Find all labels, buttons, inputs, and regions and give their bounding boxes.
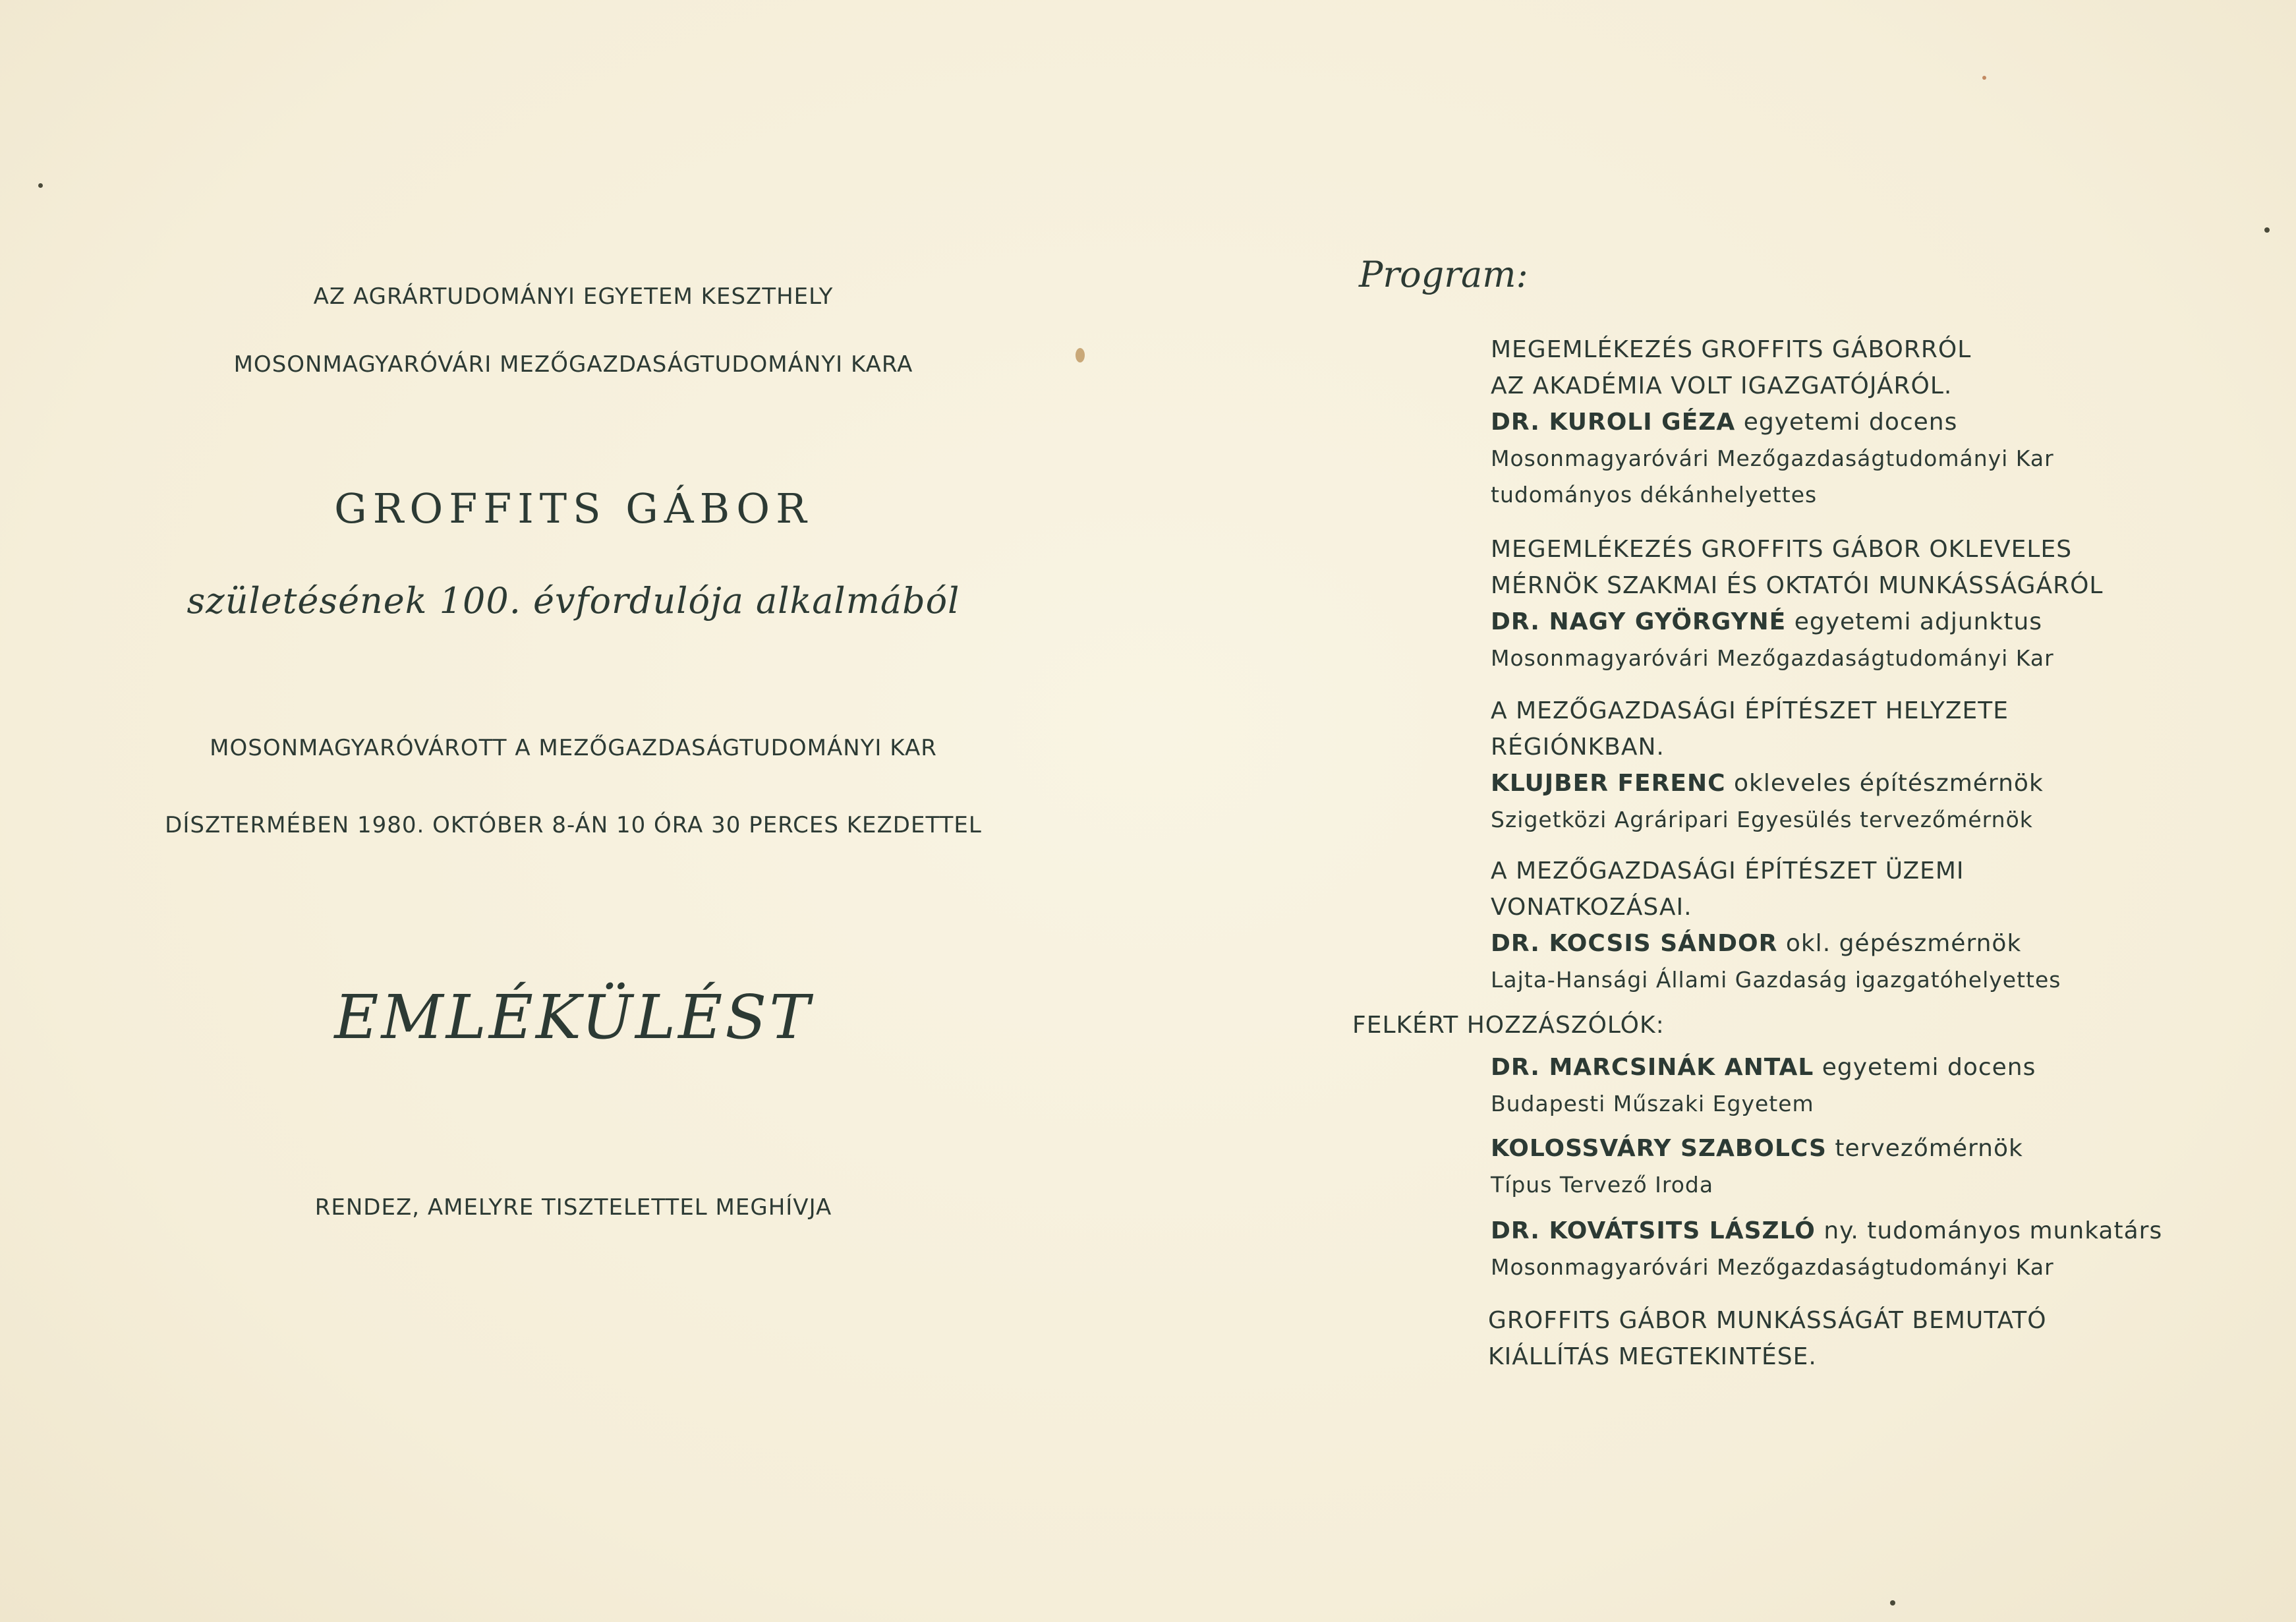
speaker-role: okl. gépészmérnök <box>1785 930 2022 957</box>
program-item <box>1491 332 2249 513</box>
paper-speck <box>1982 76 1986 80</box>
speaker-role: ny. tudományos munkatárs <box>1823 1217 2163 1244</box>
speaker-role: egyetemi docens <box>1822 1054 2036 1081</box>
topic-line: MÉRNÖK SZAKMAI ÉS OKTATÓI MUNKÁSSÁGÁRÓL <box>1491 572 2104 599</box>
topic-line: MEGEMLÉKEZÉS GROFFITS GÁBOR OKLEVELES <box>1491 536 2073 563</box>
topic-line: A MEZŐGAZDASÁGI ÉPÍTÉSZET ÜZEMI <box>1491 857 1965 884</box>
speaker-detail: Budapesti Műszaki Egyetem <box>1491 1091 1814 1116</box>
speaker-name: DR. NAGY GYÖRGYNÉ <box>1491 608 1787 635</box>
closing-note <box>1488 1302 2246 1375</box>
topic-line: VONATKOZÁSAI. <box>1491 894 1692 921</box>
closing-line: GROFFITS GÁBOR MUNKÁSSÁGÁT BEMUTATÓ <box>1488 1307 2047 1334</box>
speaker-role: egyetemi docens <box>1743 409 1958 436</box>
speaker-role: okleveles építészmérnök <box>1733 770 2044 797</box>
program-item <box>1491 531 2249 676</box>
paper-speck <box>1890 1600 1895 1606</box>
paper-speck <box>38 183 43 188</box>
speaker-name: KOLOSSVÁRY SZABOLCS <box>1491 1135 1827 1162</box>
paper-speck <box>2264 227 2270 233</box>
topic-line: MEGEMLÉKEZÉS GROFFITS GÁBORRÓL <box>1491 336 1972 363</box>
speaker-detail: Mosonmagyaróvári Mezőgazdaságtudományi Kar <box>1491 645 2054 671</box>
speaker-role: tervezőmérnök <box>1835 1135 2023 1162</box>
speaker-role: egyetemi adjunktus <box>1794 608 2043 635</box>
event-title: EMLÉKÜLÉST <box>334 982 813 1053</box>
speaker-detail: Szigetközi Agráripari Egyesülés tervezőmérnök <box>1491 807 2033 832</box>
speaker-detail: Lajta-Hansági Állami Gazdaság igazgatóhelyettes <box>1491 967 2061 993</box>
speaker-name: KLUJBER FERENC <box>1491 770 1726 797</box>
topic-line: RÉGIÓNKBAN. <box>1491 734 1665 761</box>
invited-speaker <box>1491 1130 2249 1203</box>
program-item <box>1491 693 2249 838</box>
speaker-name: DR. KUROLI GÉZA <box>1491 409 1736 436</box>
place-line-1: MOSONMAGYARÓVÁROTT A MEZŐGAZDASÁGTUDOMÁNYI KAR <box>210 735 937 761</box>
speaker-detail: Mosonmagyaróvári Mezőgazdaságtudományi Kar <box>1491 1254 2054 1280</box>
honoree-name: GROFFITS GÁBOR <box>334 484 813 533</box>
invite-line: RENDEZ, AMELYRE TISZTELETTEL MEGHÍVJA <box>314 1194 832 1221</box>
speaker-detail: Típus Tervező Iroda <box>1491 1172 1714 1198</box>
invited-speaker <box>1491 1213 2249 1285</box>
topic-line: A MEZŐGAZDASÁGI ÉPÍTÉSZET HELYZETE <box>1491 697 2009 724</box>
speaker-name: DR. MARCSINÁK ANTAL <box>1491 1054 1814 1081</box>
speaker-detail: tudományos dékánhelyettes <box>1491 482 1818 507</box>
program-item <box>1491 853 2249 998</box>
invited-speaker <box>1491 1049 2249 1122</box>
closing-line: KIÁLLÍTÁS MEGTEKINTÉSE. <box>1488 1343 1817 1370</box>
program-heading: Program: <box>1359 254 1528 295</box>
org-line-1: AZ AGRÁRTUDOMÁNYI EGYETEM KESZTHELY <box>313 283 834 310</box>
speaker-name: DR. KOCSIS SÁNDOR <box>1491 930 1778 957</box>
topic-line: AZ AKADÉMIA VOLT IGAZGATÓJÁRÓL. <box>1491 372 1953 399</box>
place-line-2: DÍSZTERMÉBEN 1980. OKTÓBER 8-ÁN 10 ÓRA 30 PERCES KEZDETTEL <box>165 812 982 838</box>
invited-heading: FELKÉRT HOZZÁSZÓLÓK: <box>1352 1012 1665 1039</box>
occasion-line: születésének 100. évfordulója alkalmából <box>187 580 960 622</box>
org-line-2: MOSONMAGYARÓVÁRI MEZŐGAZDASÁGTUDOMÁNYI KARA <box>233 351 913 378</box>
speaker-detail: Mosonmagyaróvári Mezőgazdaságtudományi Kar <box>1491 446 2054 471</box>
speaker-name: DR. KOVÁTSITS LÁSZLÓ <box>1491 1217 1816 1244</box>
